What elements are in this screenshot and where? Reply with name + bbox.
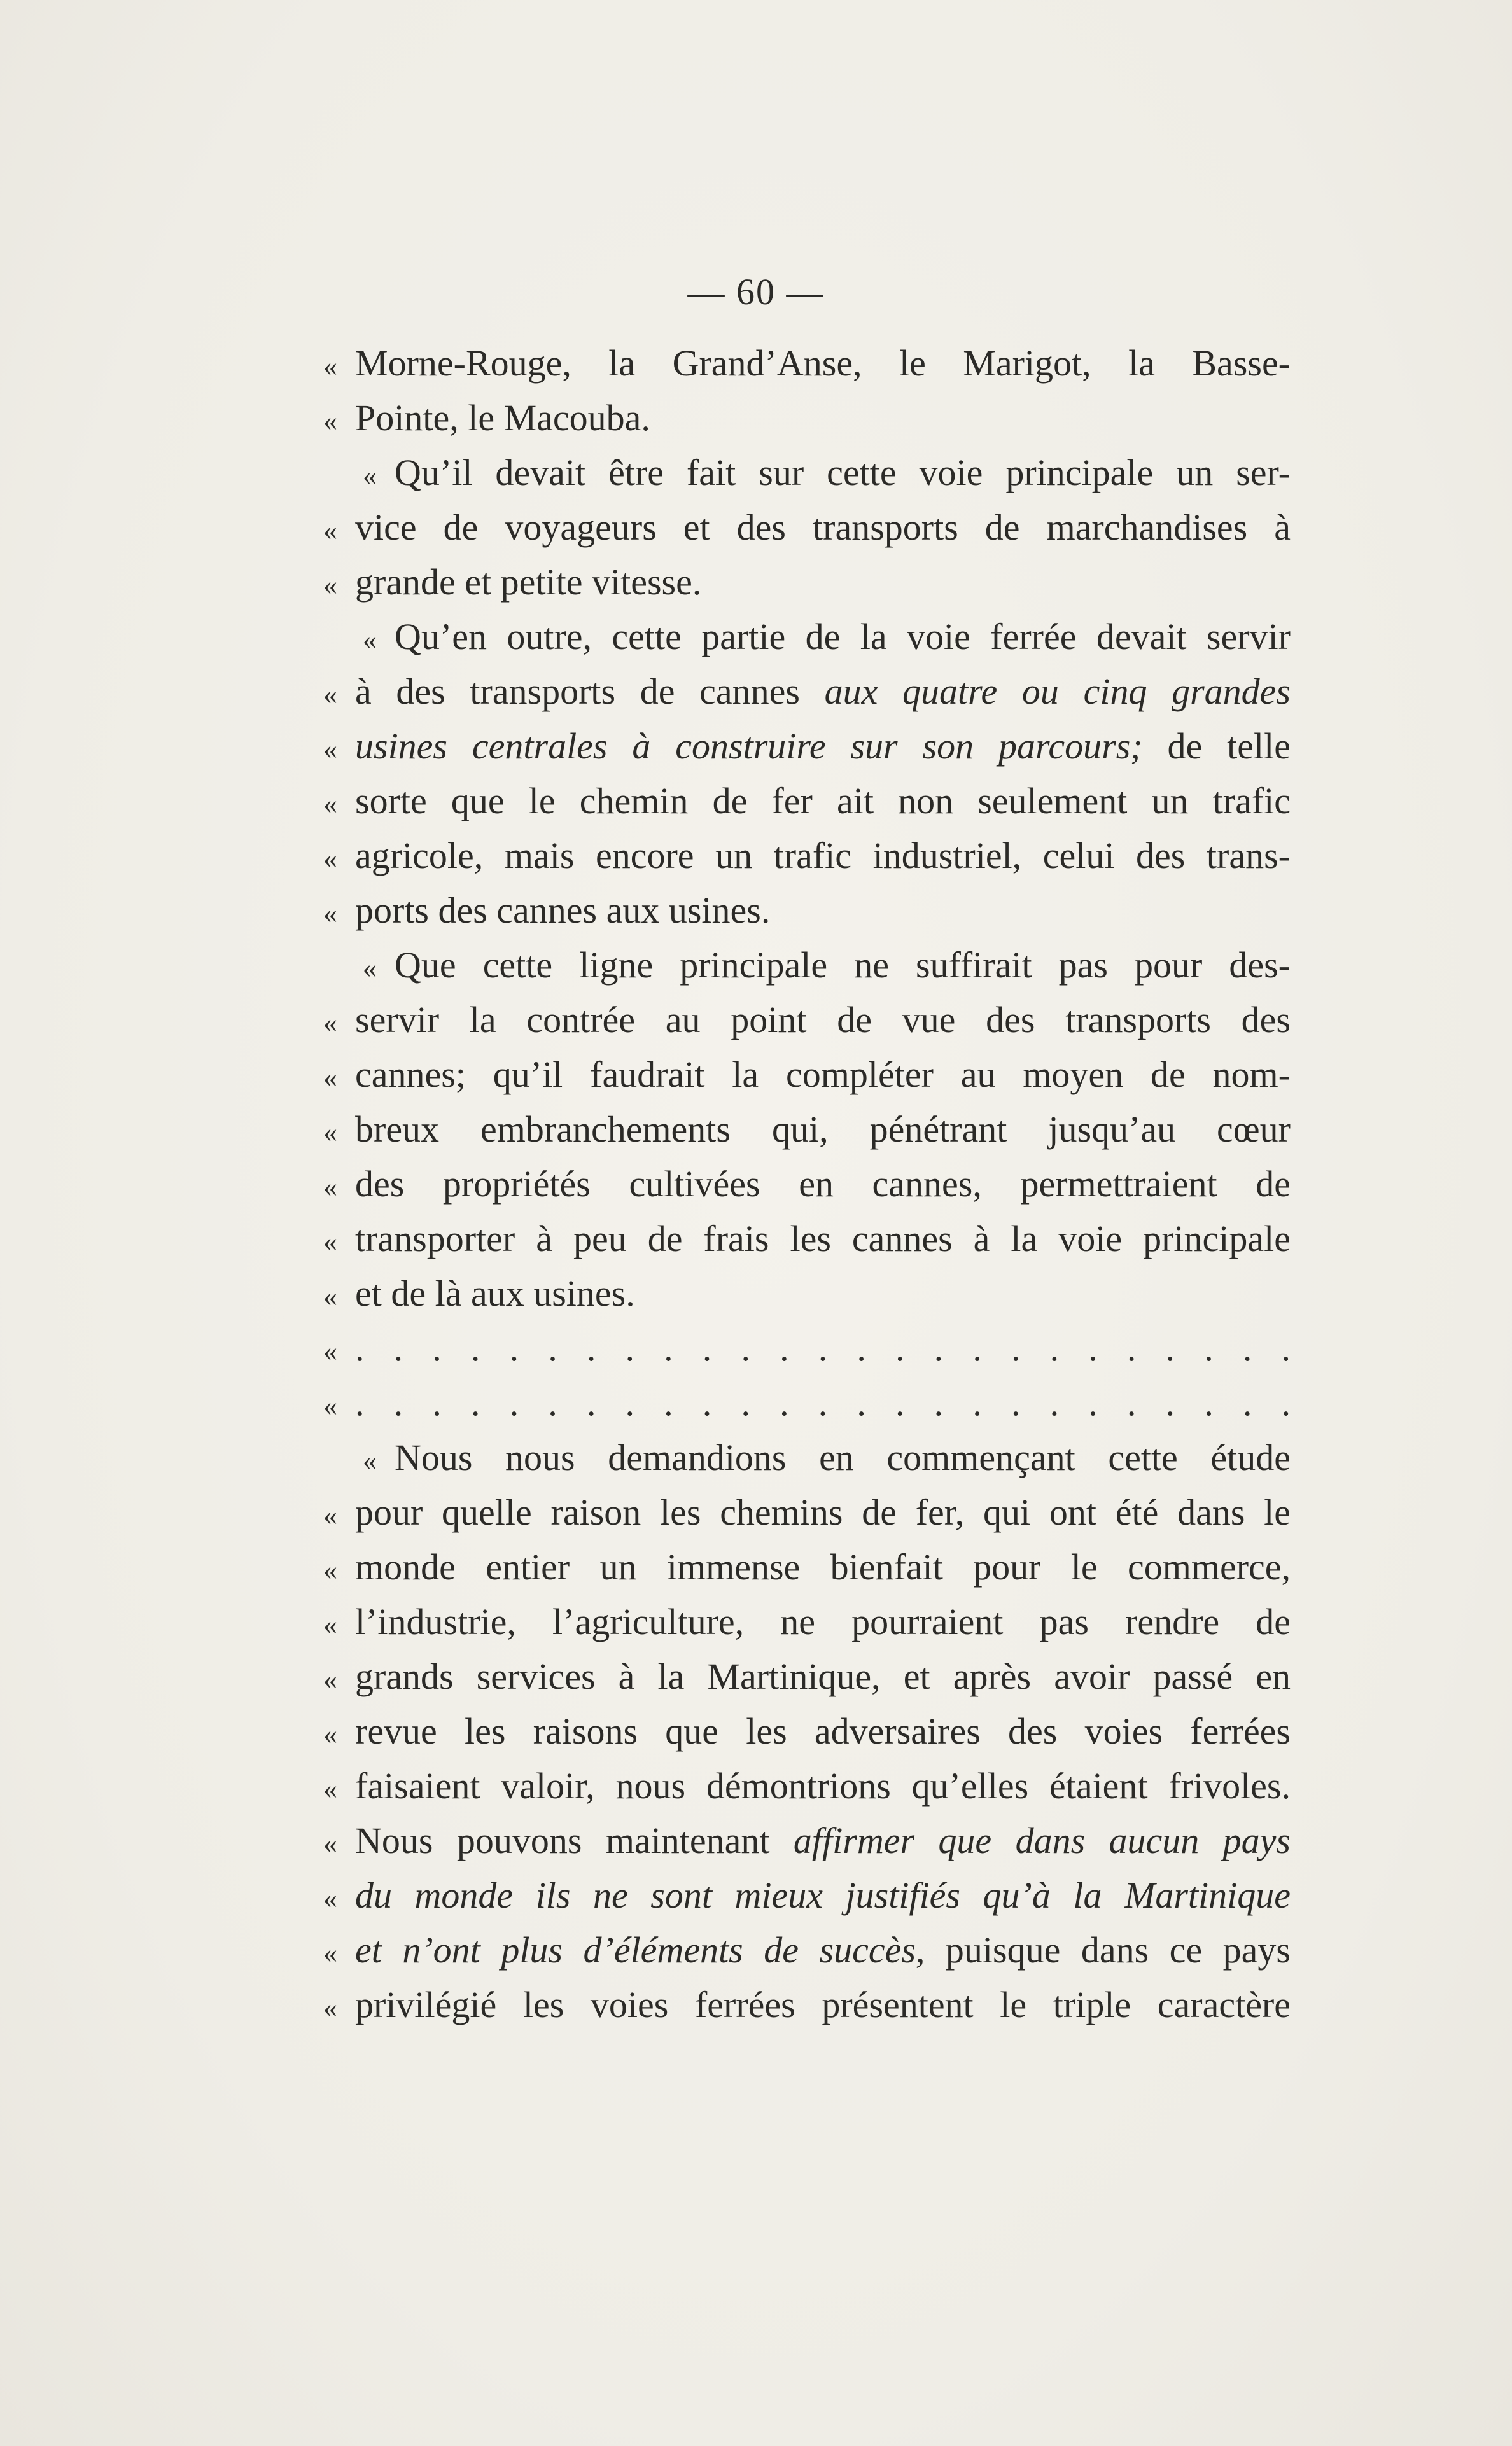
quote-mark: « xyxy=(363,953,377,984)
quote-mark: « xyxy=(323,734,337,765)
text-line xyxy=(323,883,1291,938)
italic-text: et n’ont plus d’éléments de succès, xyxy=(355,1929,925,1971)
line-text: . . . . . . . . . . . . . . . . . . . . . . . . . xyxy=(355,1327,1291,1369)
italic-text: affirmer que dans aucun pays xyxy=(793,1820,1291,1861)
line-text: . . . . . . . . . . . . . . . . . . . . . . . . . xyxy=(355,1382,1291,1423)
line-text: Nous pouvons maintenant xyxy=(355,1820,794,1861)
quote-mark: « xyxy=(323,1007,337,1038)
text-line xyxy=(323,1212,1291,1266)
quote-mark: « xyxy=(323,515,337,546)
quote-mark: « xyxy=(323,1062,337,1093)
quote-mark: « xyxy=(323,843,337,874)
quote-mark: « xyxy=(323,1226,337,1257)
quote-mark: « xyxy=(323,1719,337,1750)
text-line xyxy=(323,993,1291,1047)
quote-mark: « xyxy=(363,1445,377,1476)
line-text: vice de voyageurs et des transports de marchandises à xyxy=(355,507,1291,548)
quote-mark: « xyxy=(323,898,337,929)
text-line xyxy=(323,336,1291,391)
quote-mark: « xyxy=(323,1117,337,1148)
quote-mark: « xyxy=(323,1281,337,1312)
quote-mark: « xyxy=(323,1773,337,1805)
line-text: des propriétés cultivées en cannes, permettraient de xyxy=(355,1163,1291,1205)
quote-mark: « xyxy=(323,1938,337,1969)
quote-mark: « xyxy=(323,1883,337,1914)
text-line xyxy=(323,1923,1291,1978)
text-line xyxy=(323,1540,1291,1595)
quote-mark: « xyxy=(323,1500,337,1531)
quote-mark: « xyxy=(363,460,377,491)
page-number: — 60 — xyxy=(687,271,825,312)
text-line xyxy=(323,1704,1291,1759)
italic-text: du monde ils ne sont mieux justifiés qu’à la Martinique xyxy=(355,1875,1291,1916)
italic-text: aux quatre ou cinq grandes xyxy=(824,671,1291,712)
line-text: privilégié les voies ferrées présentent le triple caractère xyxy=(355,1984,1291,2025)
line-text: transporter à peu de frais les cannes à la voie principale xyxy=(355,1218,1291,1259)
line-text: puisque dans ce pays xyxy=(925,1929,1291,1971)
line-text: cannes; qu’il faudrait la compléter au moyen de nom- xyxy=(355,1054,1291,1095)
text-line xyxy=(323,555,1291,610)
text-line xyxy=(323,1814,1291,1868)
quote-mark: « xyxy=(323,788,337,820)
quote-mark: « xyxy=(363,624,377,655)
quote-mark: « xyxy=(323,1992,337,2023)
text-line xyxy=(323,445,1291,500)
text-line xyxy=(323,1047,1291,1102)
line-text: de telle xyxy=(1142,725,1291,767)
line-text: ports des cannes aux usines. xyxy=(355,890,771,931)
quote-mark: « xyxy=(323,351,337,382)
line-text: faisaient valoir, nous démontrions qu’elles étaient frivoles. xyxy=(355,1765,1291,1807)
line-text: Qu’il devait être fait sur cette voie principale un ser- xyxy=(395,452,1291,493)
line-text: pour quelle raison les chemins de fer, qui ont été dans le xyxy=(355,1492,1291,1533)
quote-mark: « xyxy=(323,1609,337,1640)
quote-mark: « xyxy=(323,679,337,710)
text-line xyxy=(323,1759,1291,1814)
line-text: à des transports de cannes xyxy=(355,671,825,712)
ellipsis-line xyxy=(323,1321,1291,1376)
quote-mark: « xyxy=(323,1171,337,1203)
line-text: Nous nous demandions en commençant cette étude xyxy=(395,1437,1291,1478)
quote-mark: « xyxy=(323,1555,337,1586)
line-text: revue les raisons que les adversaires des voies ferrées xyxy=(355,1710,1291,1752)
quote-mark: « xyxy=(323,405,337,437)
text-line xyxy=(323,1430,1291,1485)
quote-mark: « xyxy=(323,1664,337,1695)
text-line xyxy=(323,500,1291,555)
line-text: et de là aux usines. xyxy=(355,1273,635,1314)
quote-mark: « xyxy=(323,1828,337,1859)
text-line xyxy=(323,774,1291,828)
text-line xyxy=(323,1102,1291,1157)
text-line xyxy=(323,610,1291,664)
text-line xyxy=(323,1868,1291,1923)
line-text: servir la contrée au point de vue des transports des xyxy=(355,999,1291,1040)
text-line xyxy=(323,719,1291,774)
quote-mark: « xyxy=(323,1390,337,1422)
ellipsis-line xyxy=(323,1376,1291,1430)
text-line xyxy=(323,1157,1291,1212)
italic-text: usines centrales à construire sur son parcours; xyxy=(355,725,1143,767)
line-text: Pointe, le Macouba. xyxy=(355,397,650,438)
quote-mark: « xyxy=(323,570,337,601)
line-text: Que cette ligne principale ne suffirait pas pour des- xyxy=(395,944,1291,986)
line-text: breux embranchements qui, pénétrant jusqu’au cœur xyxy=(355,1108,1291,1150)
line-text: grande et petite vitesse. xyxy=(355,561,702,603)
body-text xyxy=(323,336,1291,2032)
line-text: agricole, mais encore un trafic industriel, celui des trans- xyxy=(355,835,1291,876)
text-line xyxy=(323,1266,1291,1321)
text-line xyxy=(323,391,1291,445)
quote-mark: « xyxy=(323,1336,337,1367)
text-line xyxy=(323,664,1291,719)
text-line xyxy=(323,1978,1291,2032)
line-text: Qu’en outre, cette partie de la voie ferrée devait servir xyxy=(395,616,1291,657)
line-text: Morne-Rouge, la Grand’Anse, le Marigot, la Basse- xyxy=(355,342,1291,384)
text-line xyxy=(323,1485,1291,1540)
text-line xyxy=(323,938,1291,993)
text-line xyxy=(323,828,1291,883)
line-text: monde entier un immense bienfait pour le commerce, xyxy=(355,1546,1291,1588)
text-line xyxy=(323,1649,1291,1704)
line-text: l’industrie, l’agriculture, ne pourraient pas rendre de xyxy=(355,1601,1291,1642)
line-text: sorte que le chemin de fer ait non seulement un trafic xyxy=(355,780,1291,821)
line-text: grands services à la Martinique, et après avoir passé en xyxy=(355,1656,1291,1697)
text-line xyxy=(323,1595,1291,1649)
